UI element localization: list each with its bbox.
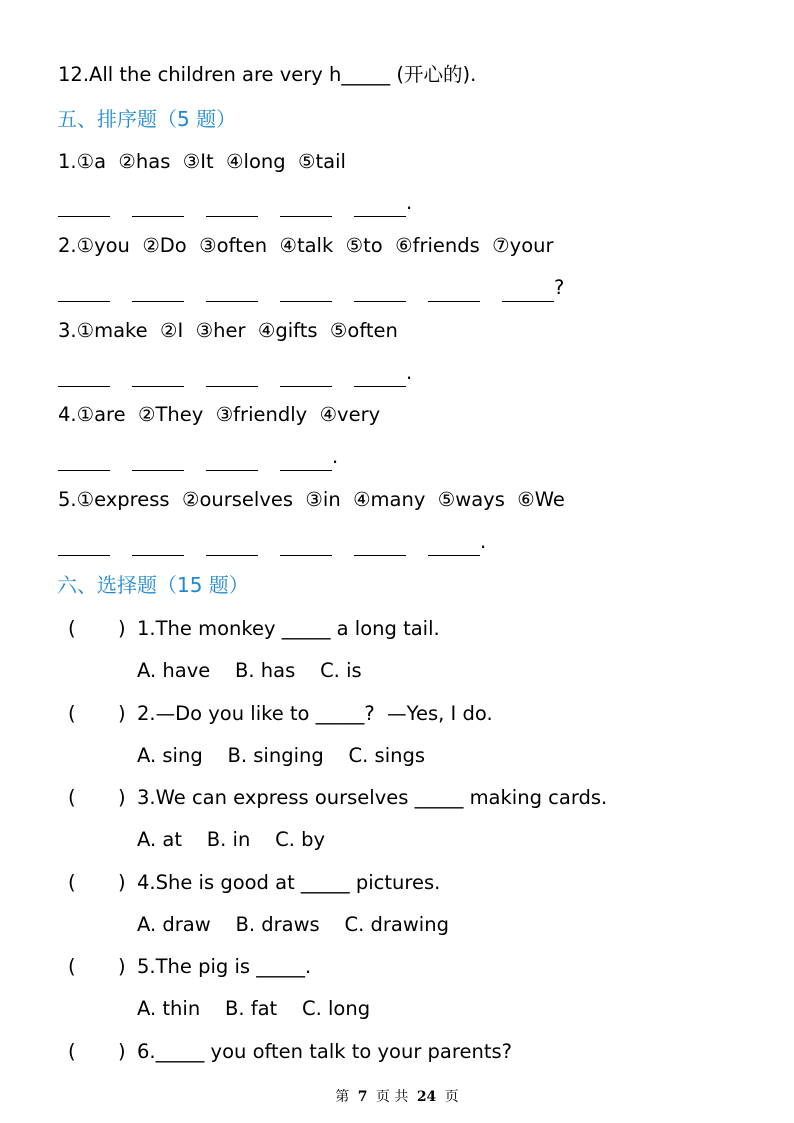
order-item-5: 5.①express ②ourselves ③in ④many ⑤ways ⑥We (58, 488, 565, 511)
question-options: A. sing B. singing C. sings (137, 744, 426, 767)
order-item-3: 3.①make ②I ③her ④gifts ⑤often (58, 319, 398, 342)
footer-label-mid: 页 共 (375, 1089, 409, 1105)
question-text: 4.She is good at _____ pictures. (137, 871, 441, 894)
answer-row-4[interactable] (58, 444, 378, 470)
current-page-number: 7 (357, 1089, 368, 1105)
answer-paren-close[interactable]: ) (118, 617, 126, 640)
answer-paren-close[interactable]: ) (118, 955, 126, 978)
end-punct: . (406, 361, 413, 384)
question-options: A. have B. has C. is (137, 659, 362, 682)
footer-label-pre: 第 (335, 1089, 350, 1105)
answer-row-3[interactable] (58, 360, 458, 386)
question-text: 2.—Do you like to _____? —Yes, I do. (137, 702, 493, 725)
answer-paren-close[interactable]: ) (118, 871, 126, 894)
section-5-heading: 五、排序题（5 题） (57, 107, 237, 131)
answer-paren-open[interactable]: ( (68, 617, 76, 640)
question-options: A. thin B. fat C. long (137, 997, 371, 1020)
order-item-4: 4.①are ②They ③friendly ④very (58, 403, 381, 426)
answer-row-5[interactable] (58, 529, 518, 555)
answer-paren-open[interactable]: ( (68, 702, 76, 725)
end-punct: . (406, 191, 413, 214)
end-punct: . (480, 530, 487, 553)
answer-paren-close[interactable]: ) (118, 702, 126, 725)
answer-paren-close[interactable]: ) (118, 1040, 126, 1063)
page-footer (0, 1088, 794, 1106)
answer-row-1[interactable] (58, 190, 458, 216)
answer-paren-open[interactable]: ( (68, 786, 76, 809)
answer-row-2[interactable] (58, 275, 578, 301)
section-6-heading: 六、选择题（15 题） (57, 573, 249, 597)
question-text: 6._____ you often talk to your parents? (137, 1040, 512, 1063)
question-options: A. at B. in C. by (137, 828, 326, 851)
question-text: 1.The monkey _____ a long tail. (137, 617, 440, 640)
answer-paren-close[interactable]: ) (118, 786, 126, 809)
question-text: 3.We can express ourselves _____ making cards. (137, 786, 608, 809)
end-punct: . (332, 445, 339, 468)
question-12: 12.All the children are very h_____ (开心的). (58, 63, 477, 86)
answer-paren-open[interactable]: ( (68, 871, 76, 894)
end-punct: ? (554, 276, 565, 299)
order-item-1: 1.①a ②has ③It ④long ⑤tail (58, 150, 346, 173)
question-options: A. draw B. draws C. drawing (137, 913, 449, 936)
order-item-2: 2.①you ②Do ③often ④talk ⑤to ⑥friends ⑦your (58, 234, 554, 257)
answer-paren-open[interactable]: ( (68, 955, 76, 978)
answer-paren-open[interactable]: ( (68, 1040, 76, 1063)
question-text: 5.The pig is _____. (137, 955, 312, 978)
footer-label-post: 页 (444, 1089, 459, 1105)
total-page-number: 24 (416, 1089, 437, 1105)
